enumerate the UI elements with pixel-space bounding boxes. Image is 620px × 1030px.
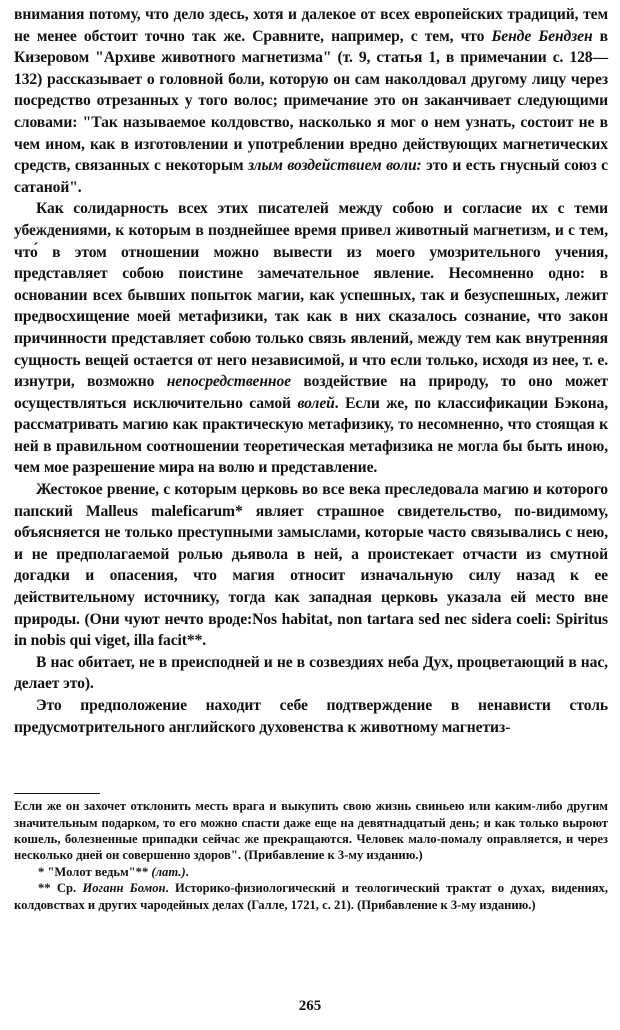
footnote-2: ** Ср. Иоганн Бомон. Историко-физиологический и теологический трактат о духах, видениях, колдовствах и других чародейных делах (Галле, 1721, с. 21). (Прибавление к 3-му изданию.) — [14, 881, 609, 912]
paragraph-2: Как солидарность всех этих писателей между собою и согласие их с теми убеждениями, к которым в позднейшее время привел животный магнетизм, и с тем, что́ в этом отношении можно вывести из моего умозрительного учения, представляет собою поистине замечательное явление. Несомненно одно: в основании всех бывших попыток магии, как успешных, так и безуспешных, лежит предвосхищение моей метафизики, так как в них сказалось сознание, что закон причинности представляет собою только связь явлений, между тем как внутренняя сущность вещей остается от него независимой, и что если только, исходя из нее, т. е. изнутри, возможно непосредственное воздействие на природу, то оно может осуществляться исключительно самой волей. Если же, по классификации Бэкона, рассматривать магию как практическую метафизику, то несомненно, что стоящая к ней в правильном соотношении теоретическая метафизика не могла бы быть иною, чем мое разрешение мира на волю и представление. — [14, 200, 608, 477]
main-text — [14, 4, 608, 738]
emphasis-will: волей — [297, 394, 335, 412]
paragraph-1: внимания потому, что дело здесь, хотя и далекое от всех европейских традиций, тем не менее обстоит точно так же. Сравните, например, с тем, что Бенде Бендзен в Кизеровом "Архиве животного магнетизма" (т. 9, статья 1, в примечании с. 128—132) рассказывает о головной боли, которую он сам наколдовал другому лицу через посредство отрезанных у того волос; примечание это он заканчивает следующими словами: "Так называемое колдовство, насколько я мог о нем узнать, состоит не в чем ином, как в изготовлении и употреблении вредно действующих магнетических средств, связанных с некоторым злым воздействием воли: это и есть гнусный союз с сатаной". — [14, 6, 608, 196]
emphasis-direct: непосредственное — [166, 373, 291, 391]
footnotes — [14, 798, 608, 913]
footnote-rule — [14, 793, 100, 794]
emphasis-name: Бенде Бендзен — [491, 27, 593, 45]
page-number: 265 — [298, 998, 322, 1014]
paragraph-4: В нас обитает, не в преисподней и не в созвездиях неба Дух, процветающий в нас, делает это). — [14, 653, 608, 693]
footnote-continued: Если же он захочет отклонить месть врага и выкупить свою жизнь свиньею или каким-либо другим значительным подарком, то его можно спасти даже еще на девятнадцатый день; и как только выроют кошель, болезненные припадки сейчас же прекращаются. Человек мало-помалу оправляется, и через несколько дней он совершенно здоров". (Прибавление к 3-му изданию.) — [14, 799, 608, 863]
paragraph-3: Жестокое рвение, с которым церковь во все века преследовала магию и которого папский Malleus maleficarum* являет страшное свидетельство, по-видимому, объясняется не только преступными замыслами, которые часто связывались с нею, и не предполагаемой ролью дьявола в ней, а проистекает отчасти из смутной догадки и опасения, что магия относит изначальную силу назад к ее действительному источнику, тогда как западная церковь указала ей место вне природы. (Они чуют нечто вроде:Nos habitat, non tartara sed nec sidera coeli: Spiritus in nobis qui viget, illa facit**. — [14, 481, 608, 650]
footnote-1: * "Молот ведьм"** (лат.). — [38, 864, 189, 879]
paragraph-5: Это предположение находит себе подтверждение в ненависти столь предусмотрительного английского духовенства к животному магнетиз- — [14, 697, 608, 736]
emphasis-evil-will: злым воздействием воли: — [248, 157, 422, 175]
